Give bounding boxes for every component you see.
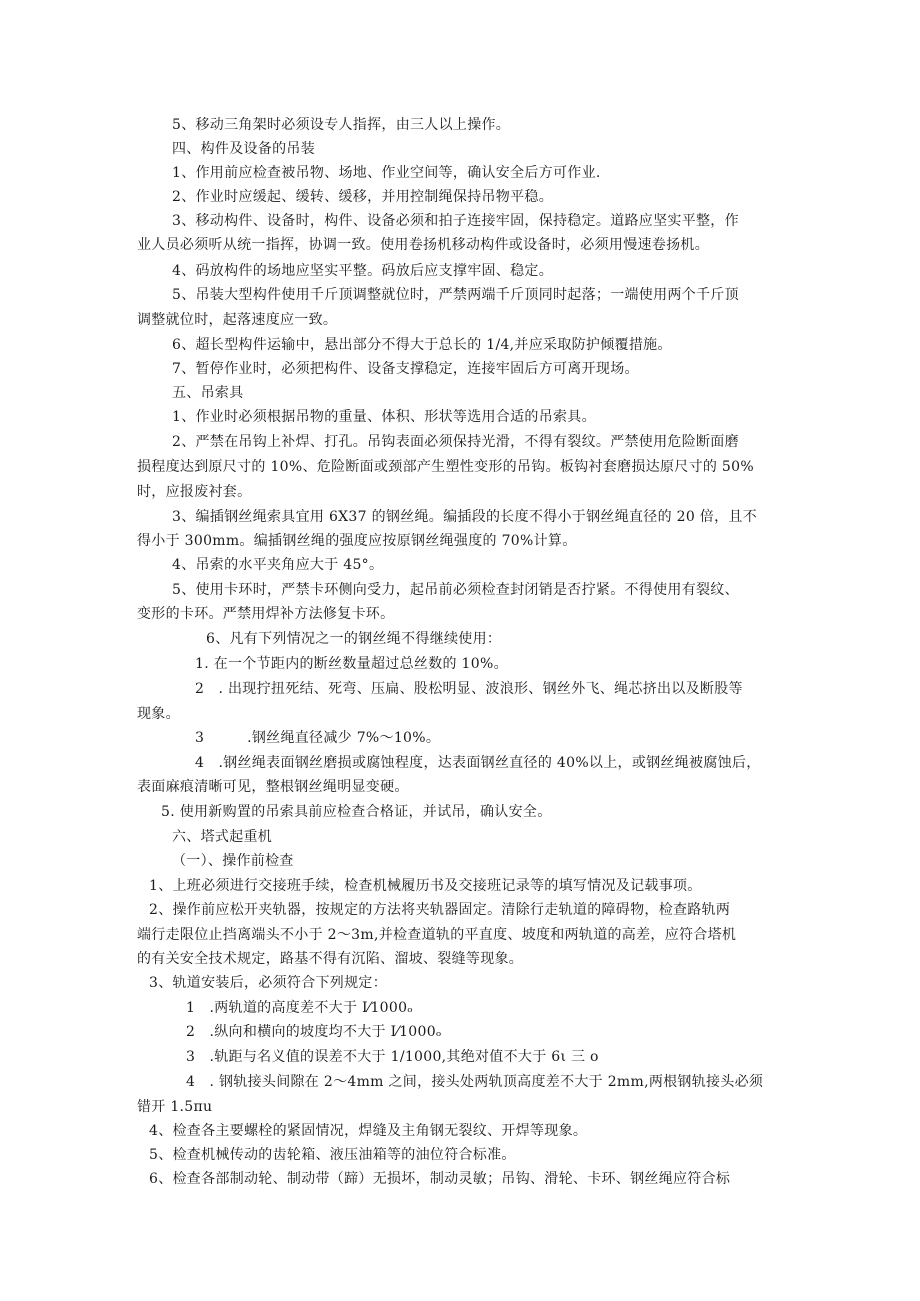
text-line: 3、轨道安装后，必须符合下列规定： xyxy=(149,975,388,991)
text-line: 1、上班必须进行交接班手续，检查机械履历书及交接班记录等的填写情况及记载事项。 xyxy=(149,878,702,894)
text-line: 2、作业时应缓起、缓转、缓移，并用控制绳保持吊物平稳。 xyxy=(172,189,554,205)
text-line: 调整就位时，起落速度应一致。 xyxy=(137,312,338,328)
list-item: 4 .钢丝绳表面钢丝磨损或腐蚀程度，达表面钢丝直径的 40%以上，或钢丝绳被腐蚀后， xyxy=(195,755,761,771)
text-line: 2、严禁在吊钩上补焊、打孔。吊钩表面必须保持光滑，不得有裂纹。严禁使用危险断面磨 xyxy=(172,434,739,450)
text-line: 5、使用卡环时，严禁卡环侧向受力，起吊前必须检查封闭销是否拧紧。不得使用有裂纹、 xyxy=(172,582,739,598)
text-line: 时，应报废衬套。 xyxy=(137,484,252,500)
section-heading: 四、构件及设备的吊装 xyxy=(172,141,315,157)
list-item: 3 .钢丝绳直径减少 7%～10%。 xyxy=(195,730,441,746)
subsection-heading: （一）、操作前检查 xyxy=(172,853,294,869)
list-item: 3 .轨距与名义值的误差不大于 1/1000,其绝对值不大于 6ι 三 o xyxy=(186,1049,599,1065)
text-line: 6、凡有下列情况之一的钢丝绳不得继续使用： xyxy=(206,631,502,647)
text-line: 表面麻痕清晰可见，整根钢丝绳明显变硬。 xyxy=(137,779,409,795)
list-item: 4 . 钢轨接头间隙在 2～4mm 之间，接头处两轨顶高度差不大于 2mm,两根钢轨接头必须 xyxy=(186,1074,764,1090)
text-line: 变形的卡环。严禁用焊补方法修复卡环。 xyxy=(137,606,395,622)
text-line: 得小于 300mm。编插钢丝绳的强度应按原钢丝绳强度的 70%计算。 xyxy=(137,533,577,549)
list-item: 1. 在一个节距内的断丝数量超过总丝数的 10%。 xyxy=(195,656,508,672)
text-line: 现象。 xyxy=(137,706,180,722)
section-heading: 五、吊索具 xyxy=(172,385,244,401)
text-line: 1、作业时必须根据吊物的重量、体积、形状等选用合适的吊索具。 xyxy=(172,409,596,425)
section-heading: 六、塔式起重机 xyxy=(172,829,273,845)
text-line: 6、检查各部制动轮、制动带（蹄）无损坏，制动灵敏；吊钩、滑轮、卡环、钢丝绳应符合标 xyxy=(149,1171,731,1187)
text-line: 5、移动三角架时必须设专人指挥，由三人以上操作。 xyxy=(172,117,511,133)
list-item: 2 . 出现拧扭死结、死弯、压扁、股松明显、波浪形、钢丝外飞、绳芯挤出以及断股等 xyxy=(195,681,743,697)
text-line: 业人员必须听从统一指挥，协调一致。使用卷扬机移动构件或设备时，必须用慢速卷扬机。 xyxy=(137,237,709,253)
text-line: 4、检查各主要螺栓的紧固情况，焊缝及主角钢无裂纹、开焊等现象。 xyxy=(149,1123,588,1139)
text-line: 错开 1.5πu xyxy=(137,1099,213,1115)
text-line: 5、检查机械传动的齿轮箱、液压油箱等的油位符合标准。 xyxy=(149,1147,516,1163)
text-line: 6、超长型构件运输中，悬出部分不得大于总长的 1/4,并应采取防护倾覆措施。 xyxy=(172,337,672,353)
text-line: 5. 使用新购置的吊索具前应检查合格证，并试吊，确认安全。 xyxy=(161,804,552,820)
text-line: 1、作用前应检查被吊物、场地、作业空间等，确认安全后方可作业. xyxy=(172,165,601,181)
text-line: 2、操作前应松开夹轨器，按规定的方法将夹轨器固定。清除行走轨道的障碍物，检查路轨两 xyxy=(149,902,731,918)
text-line: 损程度达到原尺寸的 10%、危险断面或颈部产生塑性变形的吊钩。板钩衬套磨损达原尺寸的 50% xyxy=(137,459,754,475)
text-line: 的有关安全技术规定，路基不得有沉陷、溜坡、裂缝等现象。 xyxy=(137,951,524,967)
list-item: 2 .纵向和横向的坡度均不大于 I⁄1000ₒ xyxy=(186,1024,442,1040)
text-line: 5、吊装大型构件使用千斤顶调整就位时，严禁两端千斤顶同时起落；一端使用两个千斤顶 xyxy=(172,287,739,303)
text-line: 3、移动构件、设备时，构件、设备必须和拍子连接牢固，保持稳定。道路应坚实平整，作 xyxy=(172,213,739,229)
list-item: 1 .两轨道的高度差不大于 I⁄1000ₒ xyxy=(186,1000,413,1016)
text-line: 4、码放构件的场地应坚实平整。码放后应支撑牢固、稳定。 xyxy=(172,263,554,279)
text-line: 端行走限位止挡离端头不小于 2～3m,并检查道轨的平直度、坡度和两轨道的高差，应符合塔机 xyxy=(137,927,737,943)
text-line: 7、暂停作业时，必须把构件、设备支撑稳定，连接牢固后方可离开现场。 xyxy=(172,361,639,377)
text-line: 3、编插钢丝绳索具宜用 6X37 的钢丝绳。编插段的长度不得小于钢丝绳直径的 20 倍，且不 xyxy=(172,509,758,525)
text-line: 4、吊索的水平夹角应大于 45°。 xyxy=(172,557,384,573)
